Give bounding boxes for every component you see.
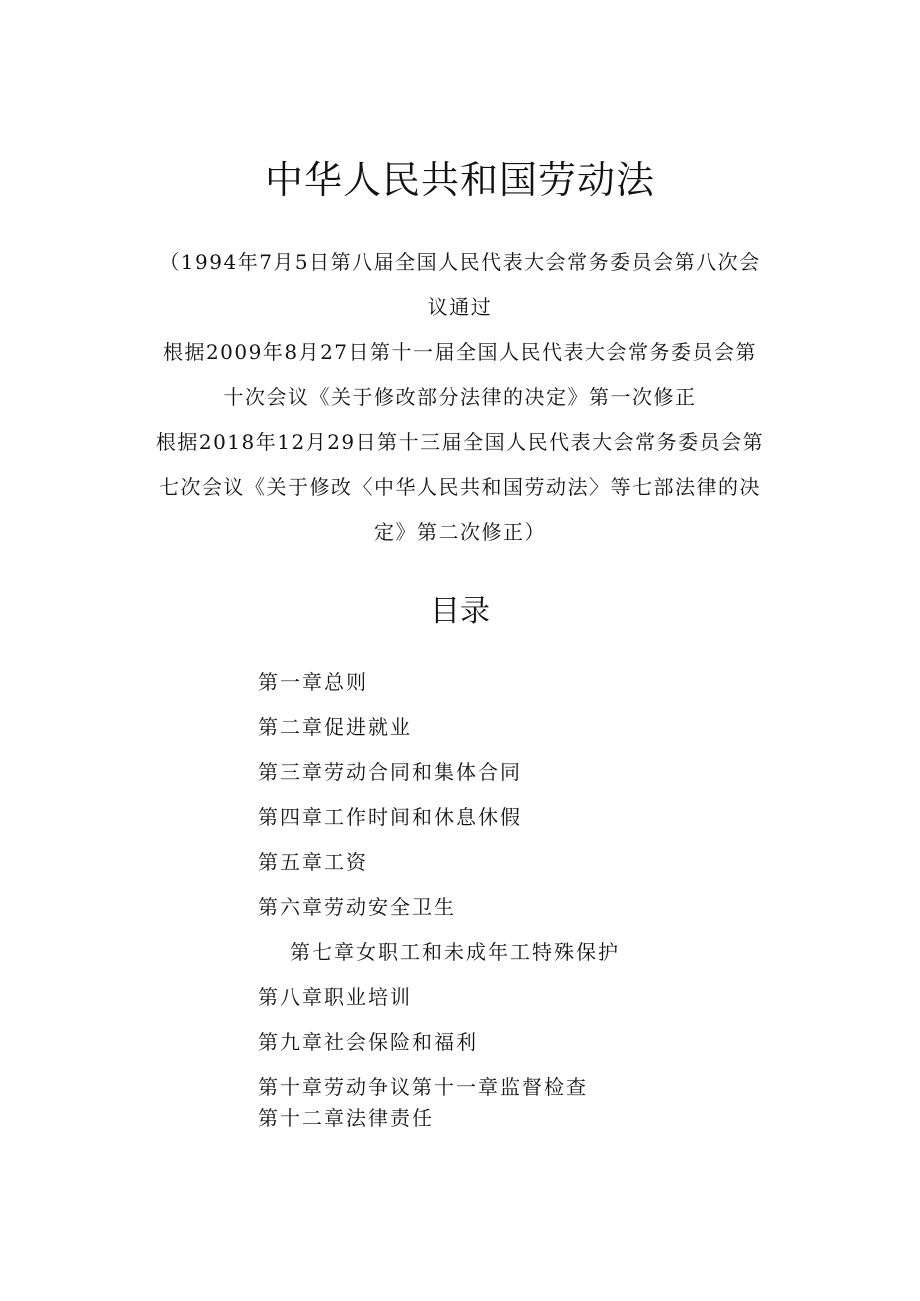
toc-item-chapter-10-11: 第十章劳动争议第十一章监督检查 [258,1075,588,1099]
document-title: 中华人民共和国劳动法 [264,158,655,202]
toc-item-chapter-2: 第二章促进就业 [258,715,412,739]
toc-item-chapter-5: 第五章工资 [258,850,368,874]
preamble-line: 定》第二次修正） [374,520,546,544]
legislative-history [130,240,790,555]
toc-item-chapter-9: 第九章社会保险和福利 [258,1030,478,1054]
preamble-line: 七次会议《关于修改〈中华人民共和国劳动法〉等七部法律的决 [159,475,761,499]
toc-item-chapter-12: 第十二章法律责任 [258,1106,434,1130]
preamble-line: 根据2018年12月29日第十三届全国人民代表大会常务委员会第 [155,430,765,454]
toc-item-chapter-6: 第六章劳动安全卫生 [258,895,456,919]
toc-item-chapter-3: 第三章劳动合同和集体合同 [258,760,522,784]
toc-item-chapter-8: 第八章职业培训 [258,985,412,1009]
preamble-line: 议通过 [427,295,493,319]
toc-item-chapter-4: 第四章工作时间和休息休假 [258,805,522,829]
preamble-line: 十次会议《关于修改部分法律的决定》第一次修正 [223,385,697,409]
preamble-line: （1994年7月5日第八届全国人民代表大会常务委员会第八次会 [159,250,761,274]
toc-heading: 目录 [430,594,490,629]
preamble-line: 根据2009年8月27日第十一届全国人民代表大会常务委员会第 [162,340,758,364]
toc-item-chapter-7: 第七章女职工和未成年工特殊保护 [290,940,620,964]
toc-item-chapter-1: 第一章总则 [258,670,368,694]
